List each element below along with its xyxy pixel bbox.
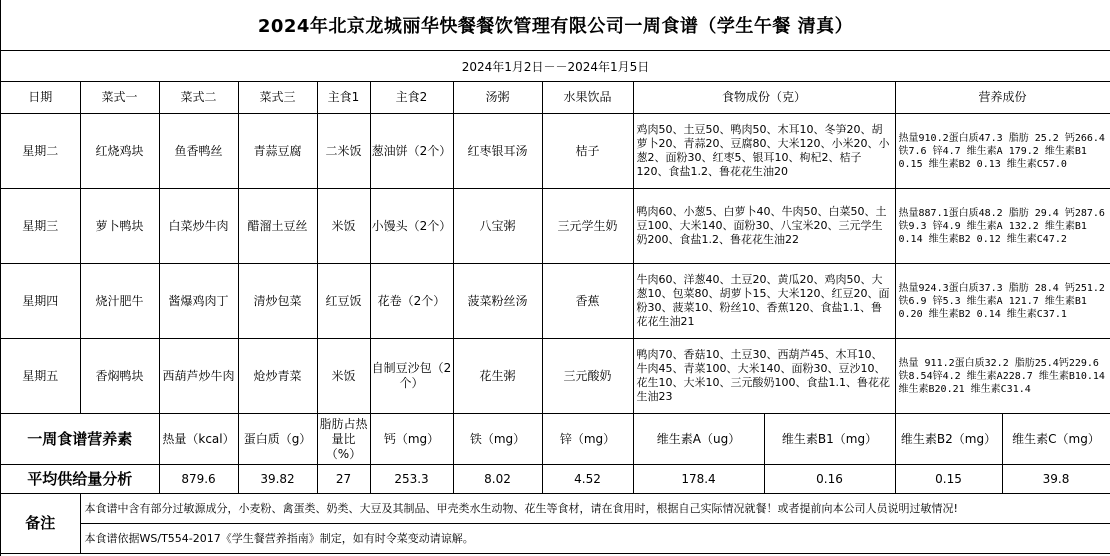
header-dish3: 菜式三 xyxy=(238,82,317,114)
ingredients-cell: 牛肉60、洋葱40、土豆20、黄瓜20、鸡肉50、大葱10、包菜80、胡萝卜15、大米120、红豆20、面粉30、菠菜10、粉丝10、香蕉120、食盐1.1、鲁花花生油21 xyxy=(633,264,895,339)
average-value: 27 xyxy=(317,465,370,494)
table-row xyxy=(1,189,1110,264)
sheet-title: 2024年北京龙城丽华快餐餐饮管理有限公司一周食谱（学生午餐 清真） xyxy=(1,0,1110,51)
average-value: 178.4 xyxy=(633,465,764,494)
dish3-cell: 清炒包菜 xyxy=(238,264,317,339)
average-value: 879.6 xyxy=(159,465,238,494)
fruit-cell: 香蕉 xyxy=(542,264,633,339)
ingredients-cell: 鸭肉70、香菇10、土豆30、西葫芦45、木耳10、牛肉45、青菜100、大米140、面粉30、豆沙10、花生10、大米10、三元酸奶100、食盐1.1、鲁花花生油23 xyxy=(633,339,895,414)
soup-cell: 红枣银耳汤 xyxy=(453,114,542,189)
table-row xyxy=(1,264,1110,339)
header-nutrition: 营养成份 xyxy=(895,82,1110,114)
weekly-nutrient-label: 一周食谱营养素 xyxy=(1,414,159,465)
header-soup: 汤粥 xyxy=(453,82,542,114)
fruit-cell: 三元酸奶 xyxy=(542,339,633,414)
day-name: 星期四 xyxy=(1,264,80,339)
ingredients-cell: 鸭肉60、小葱5、白萝卜40、牛肉50、白菜50、土豆100、大米140、面粉30、八宝米20、三元学生奶200、食盐1.2、鲁花花生油22 xyxy=(633,189,895,264)
nutrient-header: 维生素C（mg） xyxy=(1002,414,1110,465)
remarks-row xyxy=(1,524,1110,554)
remark-allergen: 本食谱中含有部分过敏源成分，小麦粉、禽蛋类、奶类、大豆及其制品、甲壳类水生动物、花生等食材，请在食用时，根据自己实际情况就餐！或者提前向本公司人员说明过敏情况! xyxy=(80,494,1110,524)
average-value: 8.02 xyxy=(453,465,542,494)
fruit-cell: 桔子 xyxy=(542,114,633,189)
soup-cell: 花生粥 xyxy=(453,339,542,414)
dish1-cell: 萝卜鸭块 xyxy=(80,189,159,264)
average-value: 39.82 xyxy=(238,465,317,494)
remarks-row xyxy=(1,494,1110,524)
nutrient-header: 锌（mg） xyxy=(542,414,633,465)
average-label: 平均供给量分析 xyxy=(1,465,159,494)
average-value: 4.52 xyxy=(542,465,633,494)
nutrient-header: 铁（mg） xyxy=(453,414,542,465)
staple1-cell: 米饭 xyxy=(317,189,370,264)
average-value: 0.15 xyxy=(895,465,1002,494)
nutrition-cell: 热量910.2蛋白质47.3 脂肪 25.2 钙266.4 铁7.6 锌4.7 维生素A 179.2 维生素B1 0.15 维生素B2 0.13 维生素C57.0 xyxy=(895,114,1110,189)
soup-cell: 菠菜粉丝汤 xyxy=(453,264,542,339)
dish3-cell: 炝炒青菜 xyxy=(238,339,317,414)
average-value: 39.8 xyxy=(1002,465,1110,494)
header-dish1: 菜式一 xyxy=(80,82,159,114)
day-name: 星期三 xyxy=(1,189,80,264)
nutrient-header: 热量（kcal） xyxy=(159,414,238,465)
dish3-cell: 青蒜豆腐 xyxy=(238,114,317,189)
staple1-cell: 红豆饭 xyxy=(317,264,370,339)
remarks-label: 备注 xyxy=(1,494,80,554)
staple2-cell: 自制豆沙包（2个） xyxy=(370,339,453,414)
day-name: 星期二 xyxy=(1,114,80,189)
nutrient-header: 脂肪占热量比（%） xyxy=(317,414,370,465)
fruit-cell: 三元学生奶 xyxy=(542,189,633,264)
header-row xyxy=(1,82,1110,114)
remark-standard: 本食谱依据WS/T554-2017《学生餐营养指南》制定，如有时令菜变动请谅解。 xyxy=(80,524,1110,554)
dish2-cell: 酱爆鸡肉丁 xyxy=(159,264,238,339)
table-row xyxy=(1,114,1110,189)
nutrient-header: 钙（mg） xyxy=(370,414,453,465)
nutrient-header: 维生素A（ug） xyxy=(633,414,764,465)
dish2-cell: 西葫芦炒牛肉 xyxy=(159,339,238,414)
ingredients-cell: 鸡肉50、土豆50、鸭肉50、木耳10、冬笋20、胡萝卜20、青蒜20、豆腐80、大米120、小米20、小葱2、面粉30、红枣5、银耳10、枸杞2、桔子120、食盐1.2、鲁花花生油20 xyxy=(633,114,895,189)
header-ingredients: 食物成份（克） xyxy=(633,82,895,114)
date-range: 2024年1月2日－－2024年1月5日 xyxy=(1,51,1110,82)
average-value: 0.16 xyxy=(764,465,895,494)
soup-cell: 八宝粥 xyxy=(453,189,542,264)
nutrition-cell: 热量 911.2蛋白质32.2 脂肪25.4钙229.6铁8.54锌4.2 维生素A228.7 维生素B10.14 维生素B20.21 维生素C31.4 xyxy=(895,339,1110,414)
nutrient-header: 蛋白质（g） xyxy=(238,414,317,465)
day-name: 星期五 xyxy=(1,339,80,414)
average-row xyxy=(1,465,1110,494)
nutrient-header-row xyxy=(1,414,1110,465)
dish3-cell: 醋溜土豆丝 xyxy=(238,189,317,264)
header-fruit: 水果饮品 xyxy=(542,82,633,114)
nutrient-header: 维生素B1（mg） xyxy=(764,414,895,465)
dish1-cell: 烧汁肥牛 xyxy=(80,264,159,339)
staple2-cell: 小馒头（2个） xyxy=(370,189,453,264)
header-date: 日期 xyxy=(1,82,80,114)
header-dish2: 菜式二 xyxy=(159,82,238,114)
nutrition-cell: 热量887.1蛋白质48.2 脂肪 29.4 钙287.6 铁9.3 锌4.9 维生素A 132.2 维生素B1 0.14 维生素B2 0.12 维生素C47.2 xyxy=(895,189,1110,264)
menu-table xyxy=(1,82,1110,554)
dish2-cell: 鱼香鸭丝 xyxy=(159,114,238,189)
dish1-cell: 红烧鸡块 xyxy=(80,114,159,189)
table-row xyxy=(1,339,1110,414)
staple1-cell: 二米饭 xyxy=(317,114,370,189)
staple2-cell: 花卷（2个） xyxy=(370,264,453,339)
nutrition-cell: 热量924.3蛋白质37.3 脂肪 28.4 钙251.2 铁6.9 锌5.3 维生素A 121.7 维生素B1 0.20 维生素B2 0.14 维生素C37.1 xyxy=(895,264,1110,339)
dish1-cell: 香焖鸭块 xyxy=(80,339,159,414)
staple1-cell: 米饭 xyxy=(317,339,370,414)
header-staple2: 主食2 xyxy=(370,82,453,114)
dish2-cell: 白菜炒牛肉 xyxy=(159,189,238,264)
header-staple1: 主食1 xyxy=(317,82,370,114)
nutrient-header: 维生素B2（mg） xyxy=(895,414,1002,465)
staple2-cell: 葱油饼（2个） xyxy=(370,114,453,189)
average-value: 253.3 xyxy=(370,465,453,494)
